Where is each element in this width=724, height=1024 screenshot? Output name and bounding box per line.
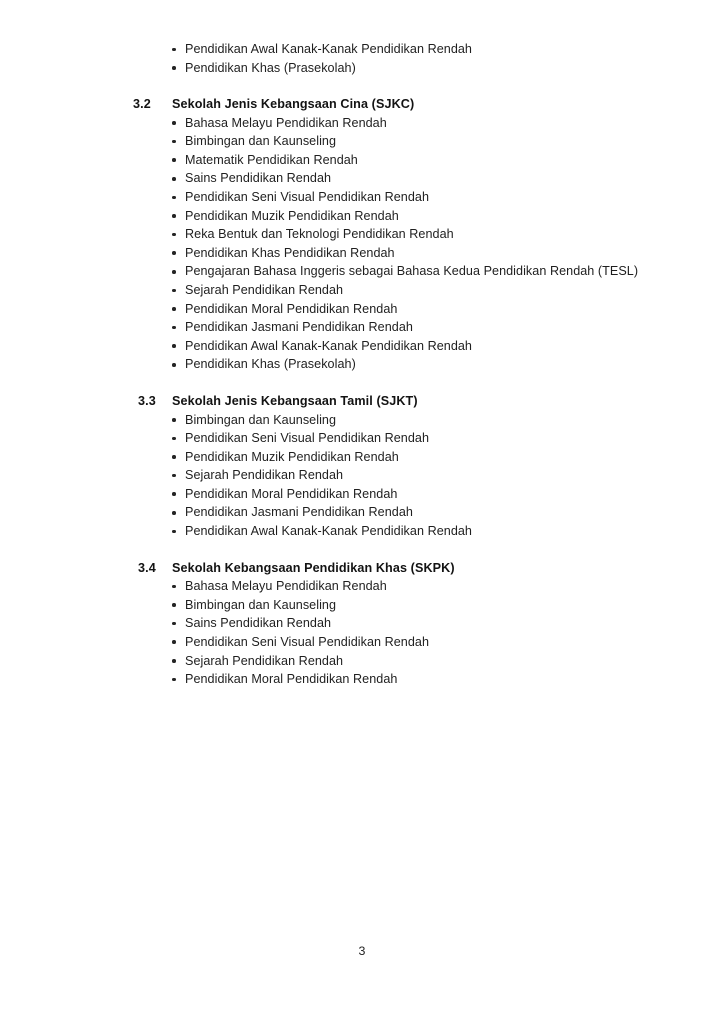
list-item <box>133 485 641 504</box>
list-item-label: Pendidikan Seni Visual Pendidikan Rendah <box>185 190 430 205</box>
list-item-label: Bimbingan dan Kaunseling <box>185 412 337 427</box>
list-item-label: Pendidikan Muzik Pendidikan Rendah <box>185 208 399 223</box>
bullet-icon <box>172 474 176 478</box>
bullet-icon <box>172 177 176 181</box>
document-body <box>133 40 641 689</box>
list-item-label: Pendidikan Muzik Pendidikan Rendah <box>185 449 399 464</box>
list-item <box>133 40 641 59</box>
bullet-icon <box>172 678 176 682</box>
list-item-label: Pendidikan Moral Pendidikan Rendah <box>185 672 398 687</box>
list-item-label: Pendidikan Jasmani Pendidikan Rendah <box>185 320 413 335</box>
section-title: Sekolah Jenis Kebangsaan Cina (SJKC) <box>172 97 415 112</box>
bullet-icon <box>172 121 176 125</box>
bullet-icon <box>172 344 176 348</box>
bullet-icon <box>172 251 176 255</box>
list-item <box>133 337 641 356</box>
list-item <box>133 114 641 133</box>
section-3-3-list <box>133 411 641 541</box>
list-item-label: Bahasa Melayu Pendidikan Rendah <box>185 579 387 594</box>
bullet-icon <box>172 455 176 459</box>
list-item <box>133 577 641 596</box>
bullet-icon <box>172 659 176 663</box>
list-item <box>133 652 641 671</box>
list-item <box>133 281 641 300</box>
bullet-icon <box>172 214 176 218</box>
list-item <box>133 670 641 689</box>
list-item <box>133 169 641 188</box>
list-item <box>133 244 641 263</box>
bullet-icon <box>172 363 176 367</box>
bullet-icon <box>172 530 176 534</box>
list-item <box>133 59 641 78</box>
section-number: 3.4 <box>138 560 156 575</box>
list-item <box>133 132 641 151</box>
section-spacer <box>133 77 641 95</box>
bullet-icon <box>172 511 176 515</box>
list-item <box>133 614 641 633</box>
list-item <box>133 596 641 615</box>
bullet-icon <box>172 437 176 441</box>
list-item-label: Pendidikan Seni Visual Pendidikan Rendah <box>185 431 430 446</box>
list-item-label: Pendidikan Moral Pendidikan Rendah <box>185 486 398 501</box>
list-item-label: Bahasa Melayu Pendidikan Rendah <box>185 115 387 130</box>
list-item-label: Pendidikan Khas (Prasekolah) <box>185 60 356 75</box>
list-item-label: Pendidikan Awal Kanak-Kanak Pendidikan Rendah <box>185 42 472 56</box>
list-item <box>133 318 641 337</box>
list-item <box>133 151 641 170</box>
list-item <box>133 225 641 244</box>
bullet-icon <box>172 585 176 589</box>
bullet-icon <box>172 326 176 330</box>
bullet-icon <box>172 492 176 496</box>
bullet-icon <box>172 307 176 311</box>
list-item-label: Matematik Pendidikan Rendah <box>185 152 358 167</box>
section-heading-3-4 <box>138 559 641 578</box>
list-item-label: Sejarah Pendidikan Rendah <box>185 283 344 298</box>
section-heading-3-3 <box>138 392 641 411</box>
list-item <box>133 355 641 374</box>
list-item-label: Reka Bentuk dan Teknologi Pendidikan Rendah <box>185 227 454 242</box>
list-item-label: Pendidikan Seni Visual Pendidikan Rendah <box>185 634 430 649</box>
list-item-label: Bimbingan dan Kaunseling <box>185 134 337 149</box>
list-item-label: Sejarah Pendidikan Rendah <box>185 468 344 483</box>
section-number: 3.2 <box>133 97 151 112</box>
section-3-4-list <box>133 577 641 689</box>
section-title: Sekolah Kebangsaan Pendidikan Khas (SKPK) <box>172 560 455 575</box>
list-item <box>133 207 641 226</box>
list-item <box>133 300 641 319</box>
section-3-2-list <box>133 114 641 374</box>
list-item <box>133 503 641 522</box>
bullet-icon <box>172 140 176 144</box>
list-item-label: Sains Pendidikan Rendah <box>185 616 332 631</box>
bullet-icon <box>172 603 176 607</box>
bullet-icon <box>172 622 176 626</box>
list-item-label: Sains Pendidikan Rendah <box>185 171 332 186</box>
list-item-label: Pendidikan Awal Kanak-Kanak Pendidikan Rendah <box>185 524 472 539</box>
bullet-icon <box>172 158 176 162</box>
bullet-icon <box>172 418 176 422</box>
list-item-label: Pendidikan Khas (Prasekolah) <box>185 357 356 372</box>
list-item <box>133 411 641 430</box>
list-item-label: Pendidikan Khas Pendidikan Rendah <box>185 245 395 260</box>
section-heading-3-2 <box>133 95 641 114</box>
intro-bullet-list <box>133 40 641 77</box>
list-item <box>133 448 641 467</box>
bullet-icon <box>172 66 176 70</box>
list-item-label: Pendidikan Jasmani Pendidikan Rendah <box>185 505 413 520</box>
list-item <box>133 188 641 207</box>
page-number: 3 <box>358 944 366 958</box>
bullet-icon <box>172 289 176 293</box>
list-item-label: Pendidikan Awal Kanak-Kanak Pendidikan Rendah <box>185 338 472 353</box>
list-item-label: Sejarah Pendidikan Rendah <box>185 653 344 668</box>
section-spacer <box>133 374 641 392</box>
list-item <box>133 633 641 652</box>
list-item <box>133 466 641 485</box>
bullet-icon <box>172 640 176 644</box>
list-item-label: Pendidikan Moral Pendidikan Rendah <box>185 301 398 316</box>
section-number: 3.3 <box>138 394 156 408</box>
bullet-icon <box>172 48 176 52</box>
list-item-label: Bimbingan dan Kaunseling <box>185 597 337 612</box>
list-item <box>133 522 641 541</box>
bullet-icon <box>172 233 176 237</box>
section-title: Sekolah Jenis Kebangsaan Tamil (SJKT) <box>172 394 418 408</box>
bullet-icon <box>172 270 176 274</box>
list-item <box>133 429 641 448</box>
bullet-icon <box>172 196 176 200</box>
list-item-label: Pengajaran Bahasa Inggeris sebagai Bahasa Kedua Pendidikan Rendah (TESL) <box>185 264 639 279</box>
section-spacer <box>133 541 641 559</box>
list-item <box>133 262 641 281</box>
